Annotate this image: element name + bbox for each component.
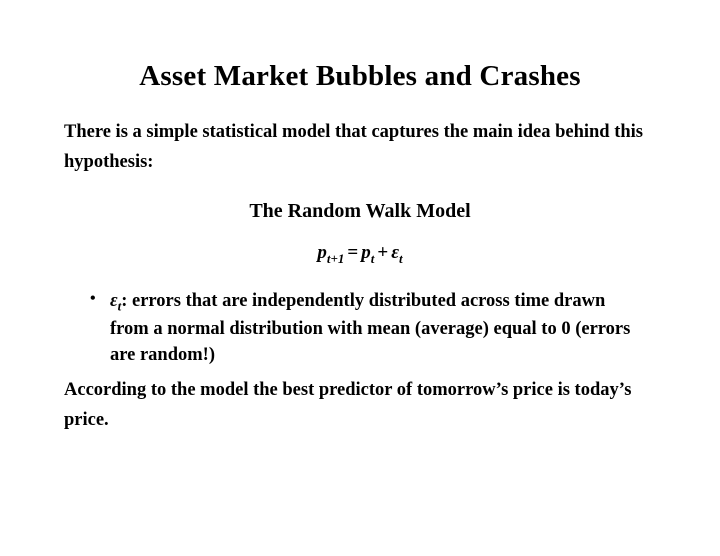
formula-lhs-variable: p xyxy=(317,242,327,263)
formula-plus-sign: + xyxy=(377,242,389,263)
formula-error-subscript: t xyxy=(398,250,403,266)
page-title: Asset Market Bubbles and Crashes xyxy=(139,60,581,92)
formula-rhs-variable: p xyxy=(361,242,371,263)
bullet-symbol-subscript: t xyxy=(117,298,122,314)
formula-rhs-subscript: t xyxy=(370,250,375,266)
bullet-marker-icon: • xyxy=(90,290,96,307)
list-item xyxy=(88,288,648,369)
random-walk-formula xyxy=(0,242,720,267)
bullet-text: : errors that are independently distributed across time drawn from a normal distribution with mean (average) equal to 0 (errors are random!) xyxy=(110,291,631,366)
closing-paragraph: According to the model the best predictor of tomorrow’s price is today’s price. xyxy=(64,380,632,430)
formula-equals-sign: = xyxy=(347,242,359,263)
formula-error-variable: ε xyxy=(391,242,399,263)
bullet-symbol: $\varepsilon_t$ xyxy=(110,291,122,314)
formula-lhs-subscript: t+1 xyxy=(326,250,345,266)
intro-paragraph: There is a simple statistical model that captures the main idea behind this hypothesis: xyxy=(64,122,644,172)
bullet-list xyxy=(88,288,648,369)
section-subheading: The Random Walk Model xyxy=(249,200,471,222)
